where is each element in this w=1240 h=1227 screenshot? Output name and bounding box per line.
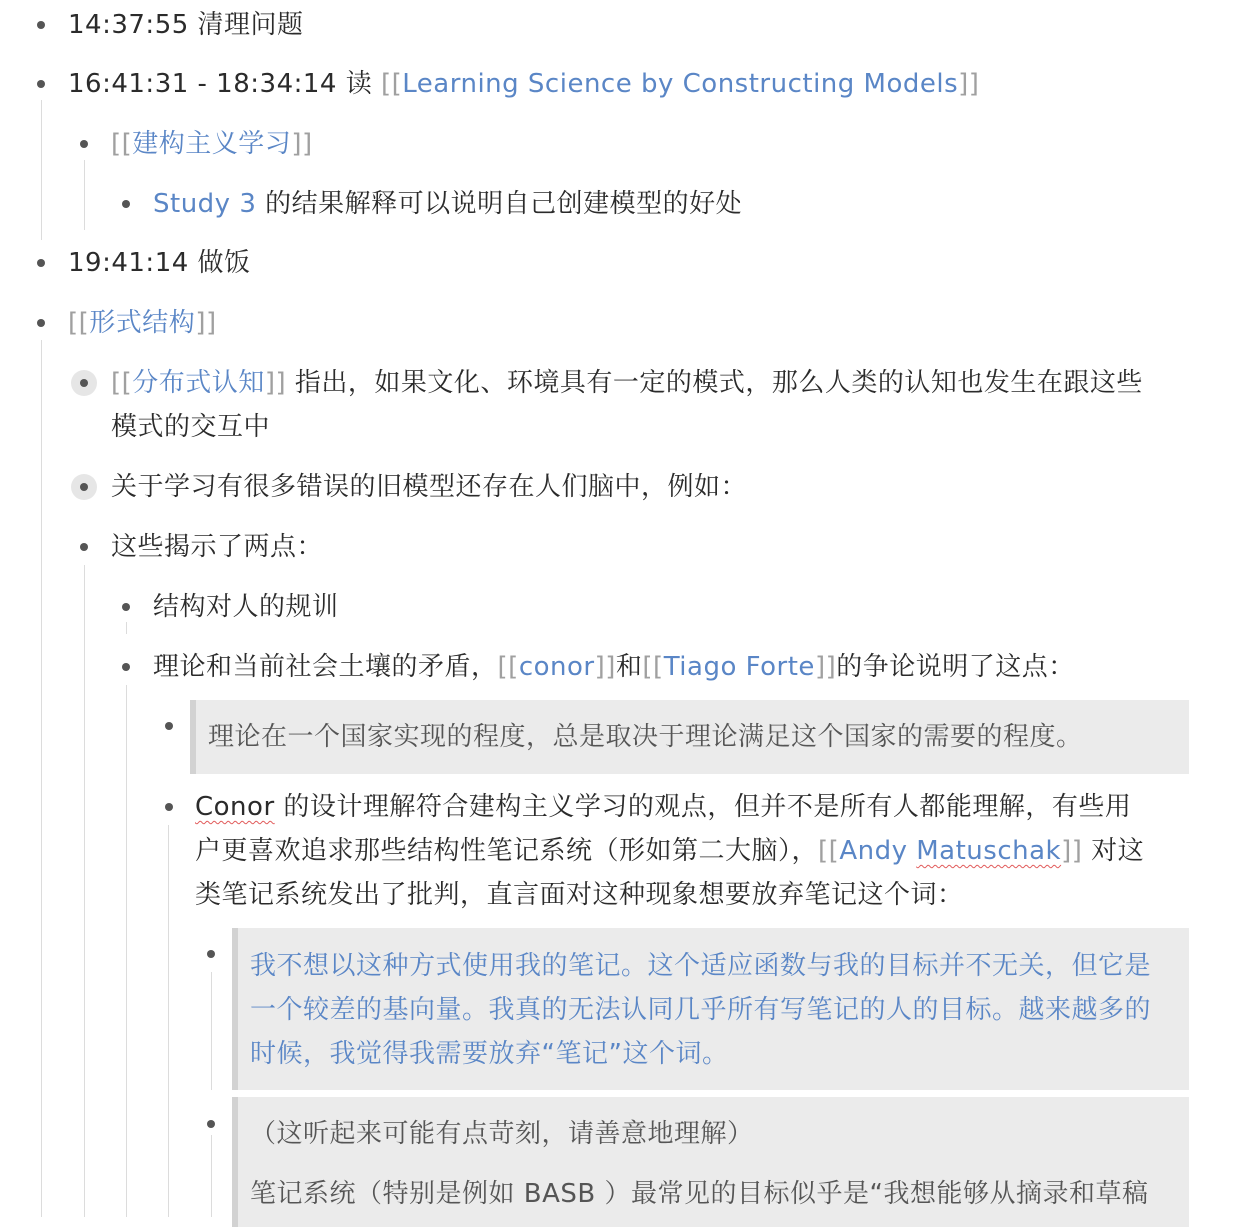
link-bracket-open: [[ <box>380 69 403 99</box>
spellcheck-word-conor: Conor <box>195 792 275 822</box>
block-distributed-cognition[interactable] <box>111 361 1143 405</box>
bullet-dot[interactable] <box>122 663 130 671</box>
study3-text: 的结果解释可以说明自己创建模型的好处 <box>256 189 743 219</box>
block-reading[interactable] <box>68 62 979 106</box>
spellcheck-word-matuschak: Matuschak <box>916 836 1062 866</box>
guide-line <box>211 1135 212 1217</box>
contradiction-pre: 理论和当前社会土壤的矛盾， <box>153 652 498 682</box>
guide-line <box>84 565 85 1217</box>
block-discipline[interactable]: 结构对人的规训 <box>153 592 339 622</box>
link-bracket-close: ]] <box>195 308 217 338</box>
link-bracket-close: ]] <box>958 69 980 99</box>
block-two-points[interactable]: 这些揭示了两点： <box>111 532 324 562</box>
guide-line <box>41 100 42 240</box>
collapsed-bullet[interactable] <box>71 474 97 500</box>
collapsed-bullet[interactable] <box>71 370 97 396</box>
bullet-dot[interactable] <box>80 543 88 551</box>
block-time-cleanup[interactable]: 14:37:55 清理问题 <box>68 10 304 40</box>
block-conor-design-cont[interactable] <box>195 829 1144 873</box>
link-bracket-close: ]] <box>594 652 616 682</box>
link-bracket-close: ]] <box>814 652 837 682</box>
bullet-dot[interactable] <box>122 603 130 611</box>
bullet-dot[interactable] <box>37 80 45 88</box>
page-link-andy-matuschak[interactable] <box>839 836 1061 866</box>
guide-line <box>126 685 127 1217</box>
page-link-conor[interactable]: conor <box>518 652 595 682</box>
link-study-3[interactable]: Study 3 <box>153 189 257 219</box>
block-constructivism[interactable] <box>111 122 313 166</box>
bullet-dot[interactable] <box>37 21 45 29</box>
block-study3[interactable] <box>153 182 742 226</box>
link-bracket-open: [[ <box>111 129 133 159</box>
conor-line2-post: 对这 <box>1082 836 1145 866</box>
block-cooking[interactable]: 19:41:14 做饭 <box>68 248 251 278</box>
page-link-learning-science[interactable]: Learning Science by Constructing Models <box>402 69 959 99</box>
quote-andy-line3: 时候，我觉得我需要放弃“笔记”这个词。 <box>250 1039 729 1069</box>
conor-line1: 的设计理解符合建构主义学习的观点，但并不是所有人都能理解，有些用 <box>274 792 1132 822</box>
block-contradiction[interactable] <box>153 645 1075 689</box>
contradiction-post: 的争论说明了这点： <box>836 652 1075 682</box>
bullet-dot[interactable] <box>122 200 130 208</box>
quote-basb-line: 笔记系统（特别是例如 BASB ）最常见的目标似乎是“我想能够从摘录和草稿 <box>250 1179 1149 1209</box>
block-conor-design[interactable] <box>195 785 1131 829</box>
block-distributed-cognition-cont[interactable]: 模式的交互中 <box>111 412 271 442</box>
link-bracket-open: [[ <box>68 308 90 338</box>
quote-andy-line1: 我不想以这种方式使用我的笔记。这个适应函数与我的目标并不无关，但它是 <box>250 951 1152 981</box>
distributed-cognition-text: 指出，如果文化、环境具有一定的模式，那么人类的认知也发生在跟这些 <box>286 368 1143 398</box>
bullet-dot[interactable] <box>80 140 88 148</box>
link-bracket-open: [[ <box>818 836 840 866</box>
guide-line <box>41 340 42 1217</box>
bullet-dot[interactable] <box>165 803 173 811</box>
quote-theory-text: 理论在一个国家实现的程度，总是取决于理论满足这个国家的需要的程度。 <box>208 722 1083 752</box>
andy-word: Andy <box>839 836 908 866</box>
bullet-dot[interactable] <box>165 722 173 730</box>
bullet-dot[interactable] <box>207 950 215 958</box>
conor-line2: 户更喜欢追求那些结构性笔记系统（形如第二大脑）， <box>195 836 819 866</box>
bullet-dot[interactable] <box>37 319 45 327</box>
page-link-constructivism[interactable]: 建构主义学习 <box>132 129 292 159</box>
link-bracket-open: [[ <box>111 368 133 398</box>
page-link-distributed-cognition[interactable]: 分布式认知 <box>132 368 265 398</box>
guide-line <box>84 160 85 230</box>
link-bracket-open: [[ <box>497 652 519 682</box>
guide-line <box>168 825 169 1217</box>
bullet-dot[interactable] <box>37 259 45 267</box>
page-link-formal-structure[interactable]: 形式结构 <box>89 308 196 338</box>
reading-time: 16:41:31 - 18:34:14 读 <box>68 69 381 99</box>
link-bracket-close: ]] <box>1061 836 1083 866</box>
page-link-tiago-forte[interactable]: Tiago Forte <box>663 652 815 682</box>
link-bracket-close: ]] <box>264 368 287 398</box>
contradiction-mid: 和 <box>615 652 643 682</box>
block-formal-structure[interactable] <box>68 301 217 345</box>
link-bracket-close: ]] <box>291 129 313 159</box>
quote-andy-line2: 一个较差的基向量。我真的无法认同几乎所有写笔记的人的目标。越来越多的 <box>250 995 1152 1025</box>
guide-line <box>126 622 127 634</box>
bullet-dot[interactable] <box>207 1120 215 1128</box>
link-bracket-open: [[ <box>642 652 664 682</box>
block-old-models[interactable]: 关于学习有很多错误的旧模型还存在人们脑中，例如： <box>111 472 748 502</box>
guide-line <box>211 972 212 1090</box>
quote-harsh-line1: （这听起来可能有点苛刻，请善意地理解） <box>250 1119 754 1149</box>
block-conor-design-cont2[interactable]: 类笔记系统发出了批判，直言面对这种现象想要放弃笔记这个词： <box>195 880 964 910</box>
